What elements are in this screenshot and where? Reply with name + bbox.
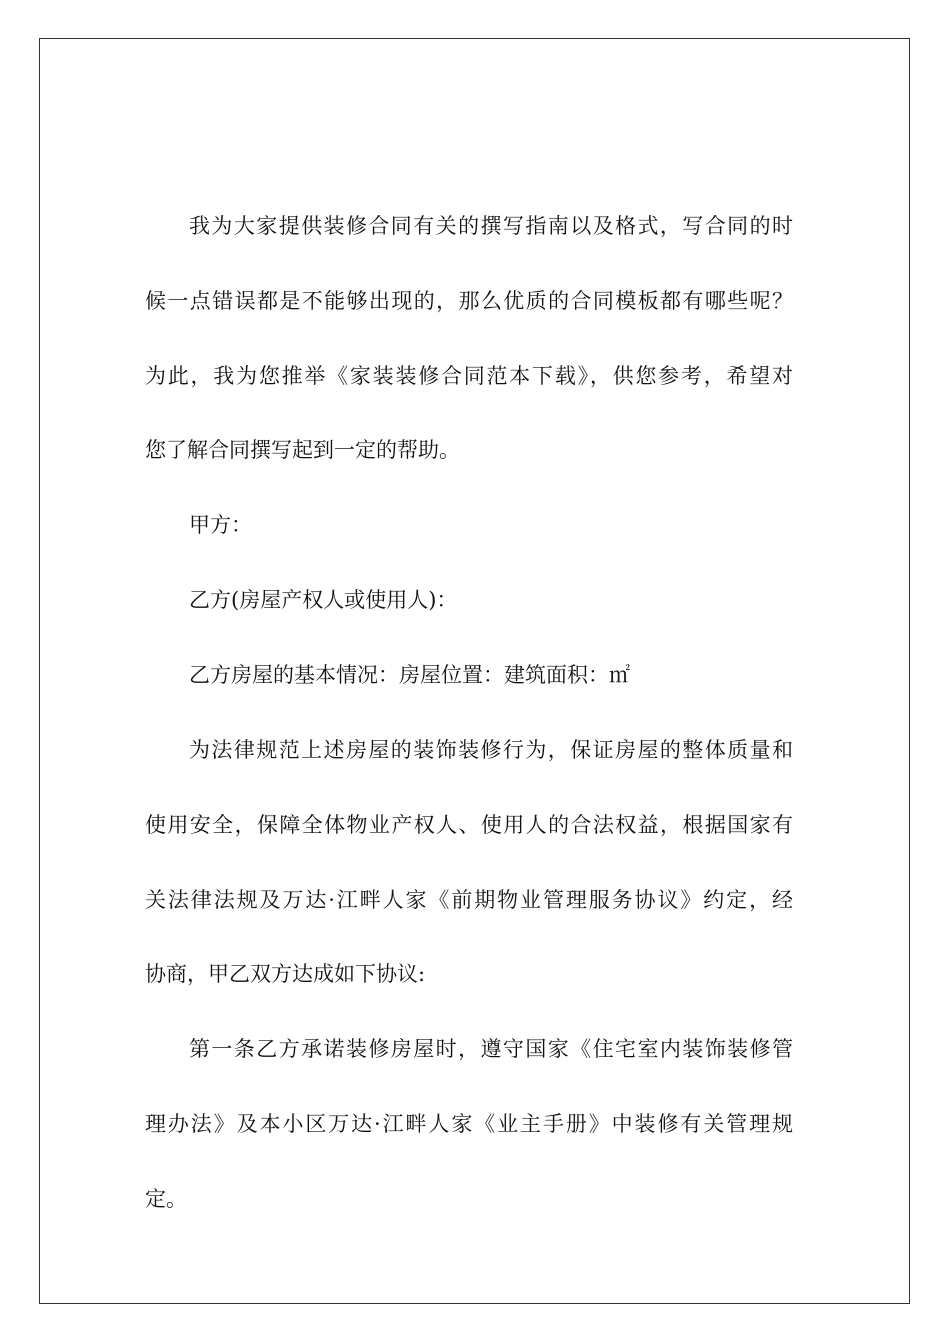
article-1-line-1: 第一条乙方承诺装修房屋时，遵守国家《住宅室内装饰装修管: [189, 1037, 793, 1061]
party-b-label: 乙方(房屋产权人或使用人)：: [189, 588, 458, 612]
paragraph-purpose-line-1: 为法律规范上述房屋的装饰装修行为，保证房屋的整体质量和: [189, 738, 793, 762]
paragraph-intro-line-3: 为此，我为您推举《家装装修合同范本下载》，供您参考，希望对: [145, 364, 793, 388]
paragraph-intro-line-4: 您了解合同撰写起到一定的帮助。: [145, 438, 460, 462]
paragraph-intro-line-2: 候一点错误都是不能够出现的，那么优质的合同模板都有哪些呢？: [145, 289, 793, 313]
paragraph-purpose-line-4: 协商，甲乙双方达成如下协议:: [145, 962, 426, 986]
party-a-label: 甲方：: [189, 513, 252, 537]
article-1-line-2: 理办法》及本小区万达·江畔人家《业主手册》中装修有关管理规: [145, 1112, 793, 1136]
paragraph-intro-line-1: 我为大家提供装修合同有关的撰写指南以及格式，写合同的时: [189, 214, 793, 238]
paragraph-purpose-line-2: 使用安全，保障全体物业产权人、使用人的合法权益，根据国家有: [145, 813, 793, 837]
paragraph-purpose-line-3: 关法律法规及万达·江畔人家《前期物业管理服务协议》约定，经: [145, 888, 793, 912]
property-info-line: 乙方房屋的基本情况：房屋位置：建筑面积：㎡: [189, 663, 630, 687]
article-1-line-3: 定。: [145, 1187, 187, 1211]
